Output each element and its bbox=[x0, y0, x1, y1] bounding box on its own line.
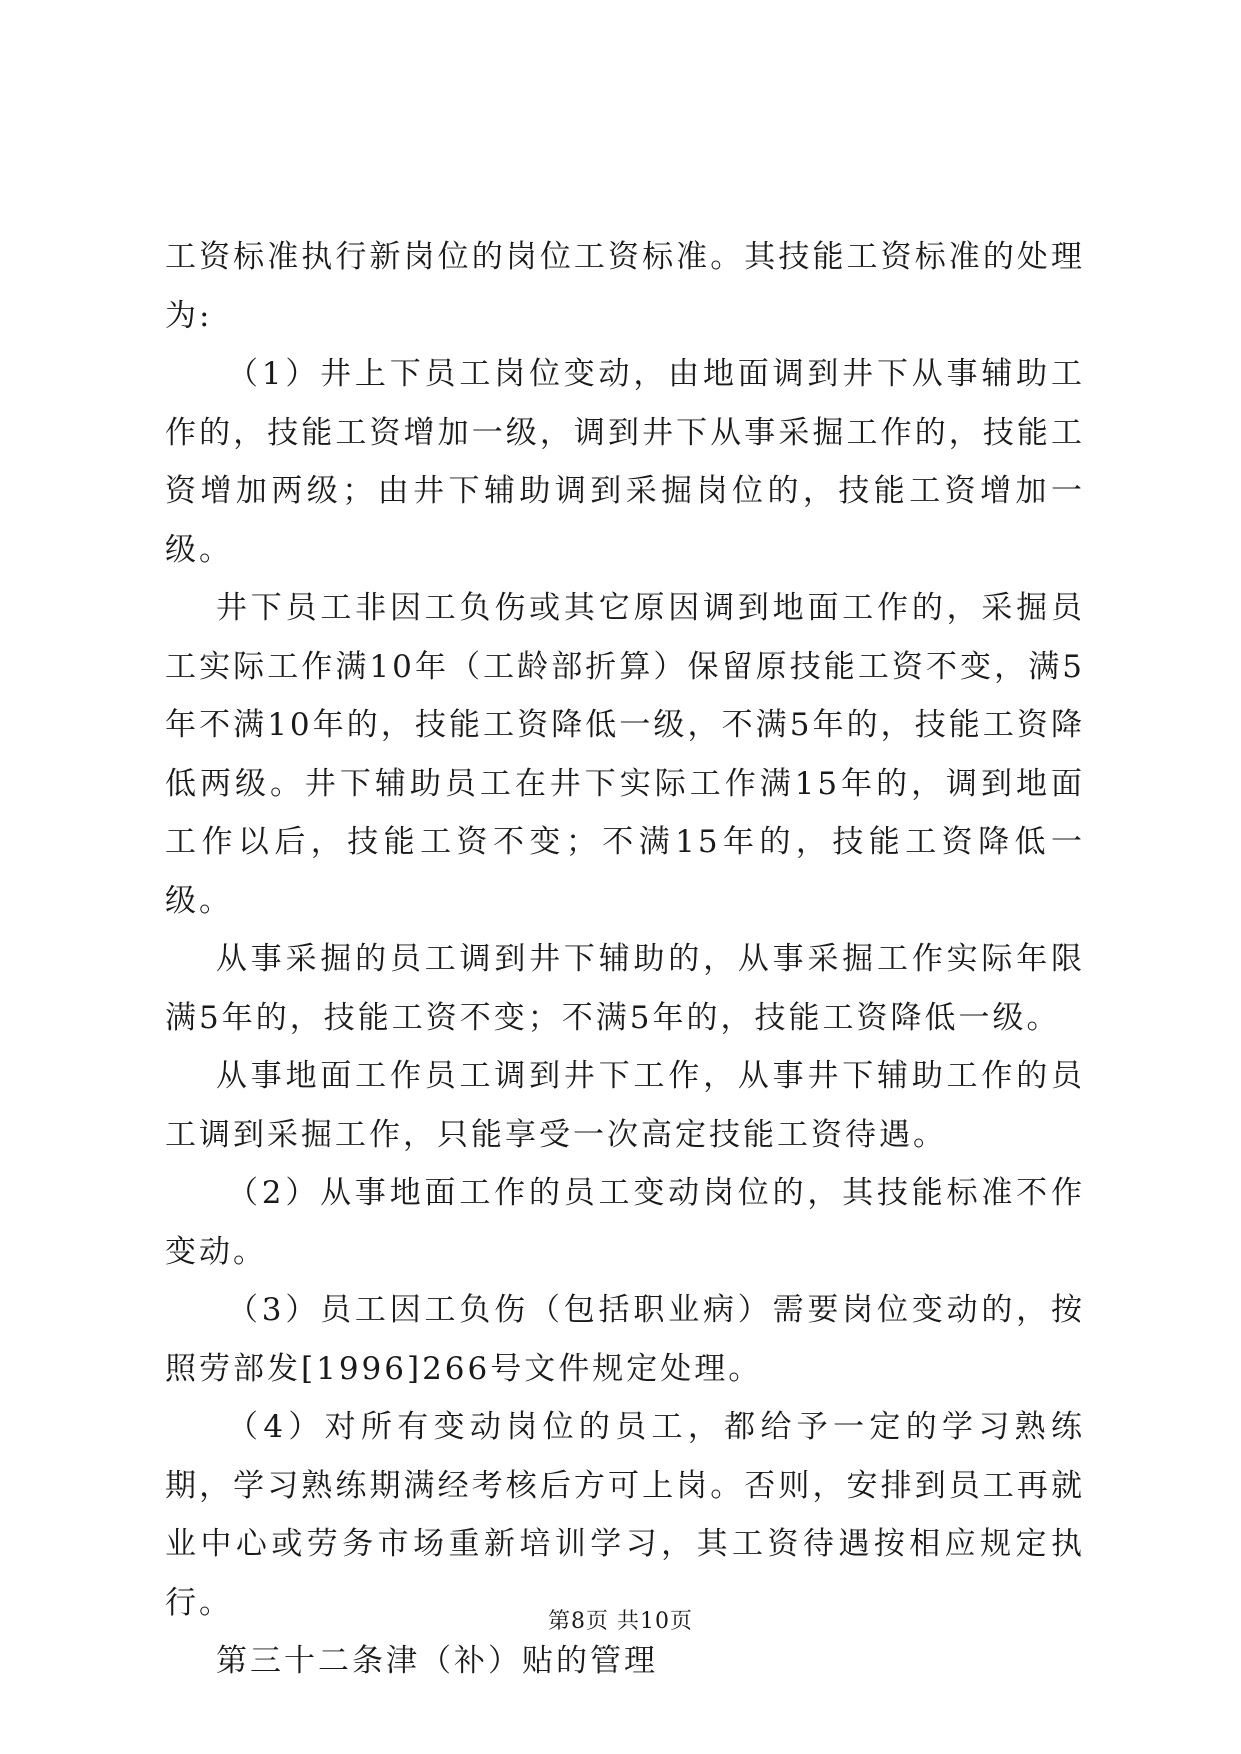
list-item-2: （2）从事地面工作的员工变动岗位的，其技能标准不作变动。 bbox=[165, 1175, 1085, 1270]
paragraph-mining-to-auxiliary: 从事采掘的员工调到井下辅助的，从事采掘工作实际年限满5年的，技能工资不变；不满5年的，技能工资降低一级。 bbox=[165, 941, 1085, 1036]
paragraph-one-time-upgrade: 从事地面工作员工调到井下工作，从事井下辅助工作的员工调到采掘工作，只能享受一次高定技能工资待遇。 bbox=[165, 1058, 1085, 1153]
paragraph-underground-to-surface: 井下员工非因工负伤或其它原因调到地面工作的，采掘员工实际工作满10年（工龄部折算）保留原技能工资不变，满5年不满10年的，技能工资降低一级，不满5年的，技能工资降低两级。井下辅助员工在井下实际工作满15年的，调到地面工作以后，技能工资不变；不满15年的，技能工资降低一级。 bbox=[165, 590, 1085, 919]
list-item-1: （1）井上下员工岗位变动，由地面调到井下从事辅助工作的，技能工资增加一级，调到井下从事采掘工作的，技能工资增加两级；由井下辅助调到采掘岗位的，技能工资增加一级。 bbox=[165, 356, 1085, 568]
paragraph-continuation: 工资标准执行新岗位的岗位工资标准。其技能工资标准的处理为: bbox=[165, 239, 1085, 334]
article-heading: 第三十二条津（补）贴的管理 bbox=[216, 1643, 658, 1679]
list-item-3: （3）员工因工负伤（包括职业病）需要岗位变动的，按照劳部发[1996]266号文件规定处理。 bbox=[165, 1292, 1085, 1387]
document-body bbox=[165, 228, 1085, 1691]
list-item-4: （4）对所有变动岗位的员工，都给予一定的学习熟练期，学习熟练期满经考核后方可上岗。否则，安排到员工再就业中心或劳务市场重新培训学习，其工资待遇按相应规定执行。 bbox=[165, 1409, 1085, 1621]
page-number: 第8页 共10页 bbox=[548, 1609, 693, 1634]
